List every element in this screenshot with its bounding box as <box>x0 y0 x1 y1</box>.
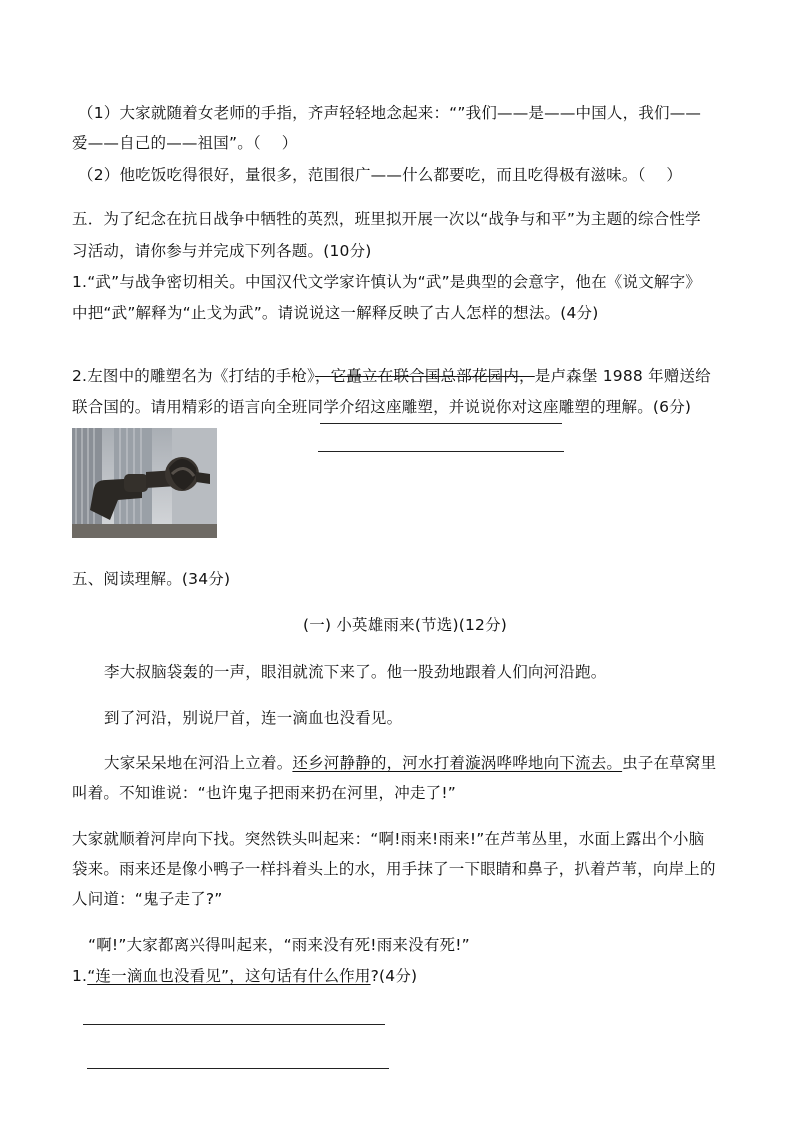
passage-paragraph-2: 到了河沿，别说尸首，连一滴血也没看见。 <box>104 709 403 727</box>
answer-line[interactable] <box>83 1024 385 1025</box>
passage-paragraph-4-line3: 人问道：“鬼子走了?” <box>72 890 223 908</box>
passage-paragraph-3-line1 <box>104 753 716 773</box>
answer-line[interactable] <box>318 451 564 452</box>
question2-line1 <box>72 366 711 386</box>
q4-item2: （2）他吃饭吃得很好，量很多，范围很广——什么都要吃，而且吃得极有滋味。（ ） <box>78 166 683 184</box>
passage-paragraph-5: “啊!”大家都离兴得叫起来，“雨来没有死!雨来没有死!” <box>88 936 470 954</box>
answer-line[interactable] <box>320 423 562 424</box>
passage-paragraph-4-line2: 袋来。雨来还是像小鸭子一样抖着头上的水，用手抹了一下眼睛和鼻子，扒着芦苇，向岸上的 <box>72 860 716 878</box>
passage-paragraph-1: 李大叔脑袋轰的一声，眼泪就流下来了。他一股劲地跟着人们向河沿跑。 <box>104 663 607 681</box>
paragraph-3-part-c: 虫子在草窝里 <box>622 754 717 772</box>
passage-paragraph-3-line2: 叫着。不知谁说：“也许鬼子把雨来扔在河里，冲走了!” <box>72 784 456 802</box>
reading-section-heading: 五、阅读理解。(34分) <box>72 570 231 588</box>
reading-question-1-quote: “连一滴血也没看见”，这句话有什么作用 <box>87 967 371 985</box>
question1-line2: 中把“武”解释为“止戈为武”。请说说这一解释反映了古人怎样的想法。(4分) <box>72 304 599 322</box>
question1-line1: 1.“武”与战争密切相关。中国汉代文学家许慎认为“武”是典型的会意字，他在《说文解字》 <box>72 273 702 291</box>
question2-line2: 联合国的。请用精彩的语言向全班同学介绍这座雕塑，并说说你对这座雕塑的理解。(6分) <box>72 398 692 416</box>
reading-question-1 <box>72 966 417 986</box>
passage-title: (一) 小英雄雨来(节选)(12分) <box>303 616 508 634</box>
section5-heading-line2: 习活动，请你参与并完成下列各题。(10分) <box>72 242 372 260</box>
knotted-gun-sculpture-image <box>72 428 217 538</box>
underlined-sentence: 还乡河静静的，河水打着漩涡哗哗地向下流去。 <box>292 754 623 772</box>
passage-paragraph-4-line1: 大家就顺着河岸向下找。突然铁头叫起来：“啊!雨来!雨来!”在芦苇丛里，水面上露出个小脑 <box>72 830 705 848</box>
reading-question-1-score: ?(4分) <box>370 967 418 985</box>
reading-question-1-number: 1. <box>72 967 88 985</box>
question2-line1-part-c: 是卢森堡 1988 年赠送给 <box>534 367 711 385</box>
section5-heading-line1: 五．为了纪念在抗日战争中牺牲的英烈，班里拟开展一次以“战争与和平”为主题的综合性学 <box>72 210 701 228</box>
q4-item1-line2: 爱——自己的——祖国”。（ ） <box>72 134 298 152</box>
answer-line[interactable] <box>87 1068 389 1069</box>
question2-line1-struck: ，它矗立在联合国总部花园内， <box>314 367 535 385</box>
q4-item1-line1: （1）大家就随着女老师的手指，齐声轻轻地念起来：“”我们——是——中国人，我们—— <box>78 104 702 122</box>
paragraph-3-part-a: 大家呆呆地在河沿上立着。 <box>104 754 293 772</box>
question2-line1-part-a: 2.左图中的雕塑名为《打结的手枪》 <box>72 367 315 385</box>
